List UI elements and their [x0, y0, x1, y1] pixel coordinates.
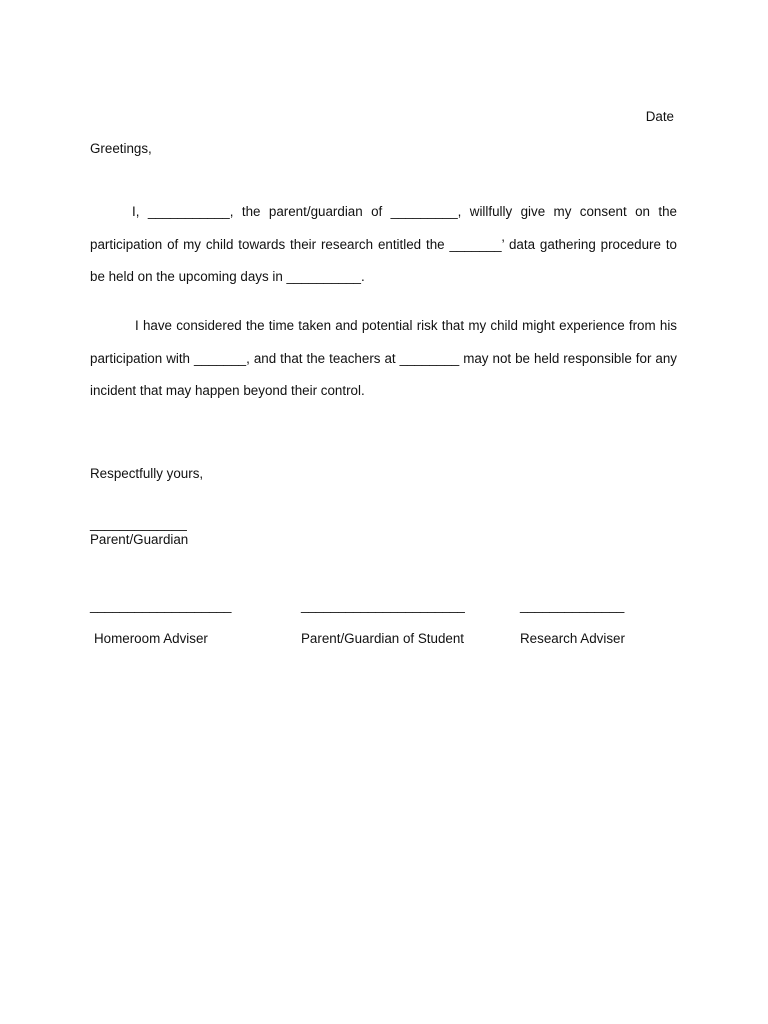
homeroom-adviser-label: Homeroom Adviser [94, 631, 208, 646]
research-adviser-label: Research Adviser [520, 631, 625, 646]
closing: Respectfully yours, [90, 466, 204, 481]
parent-signature-label: Parent/Guardian [90, 532, 189, 547]
consent-paragraph-1-text: I, ___________, the parent/guardian of _________, willfully give my consent on the participation of my child towards their research entitled the _______’ data gathering procedure to be held on the upcoming days in __________. [90, 204, 677, 285]
research-adviser-signature-line: ______________ [520, 598, 625, 613]
date-label: Date [645, 109, 674, 124]
homeroom-adviser-signature-line: ___________________ [90, 598, 232, 613]
consent-paragraph-2-text: I have considered the time taken and potential risk that my child might experience from his participation with _______, and that the teachers at ________ may not be held responsible for any incident that may happen beyond their control. [90, 318, 677, 399]
consent-paragraph-2 [90, 310, 677, 408]
greeting: Greetings, [90, 141, 152, 156]
consent-paragraph-1 [90, 196, 677, 294]
parent-guardian-of-student-signature-line: ______________________ [301, 598, 465, 613]
parent-signature-line: _____________ [90, 516, 187, 531]
parent-guardian-of-student-label: Parent/Guardian of Student [301, 631, 465, 646]
